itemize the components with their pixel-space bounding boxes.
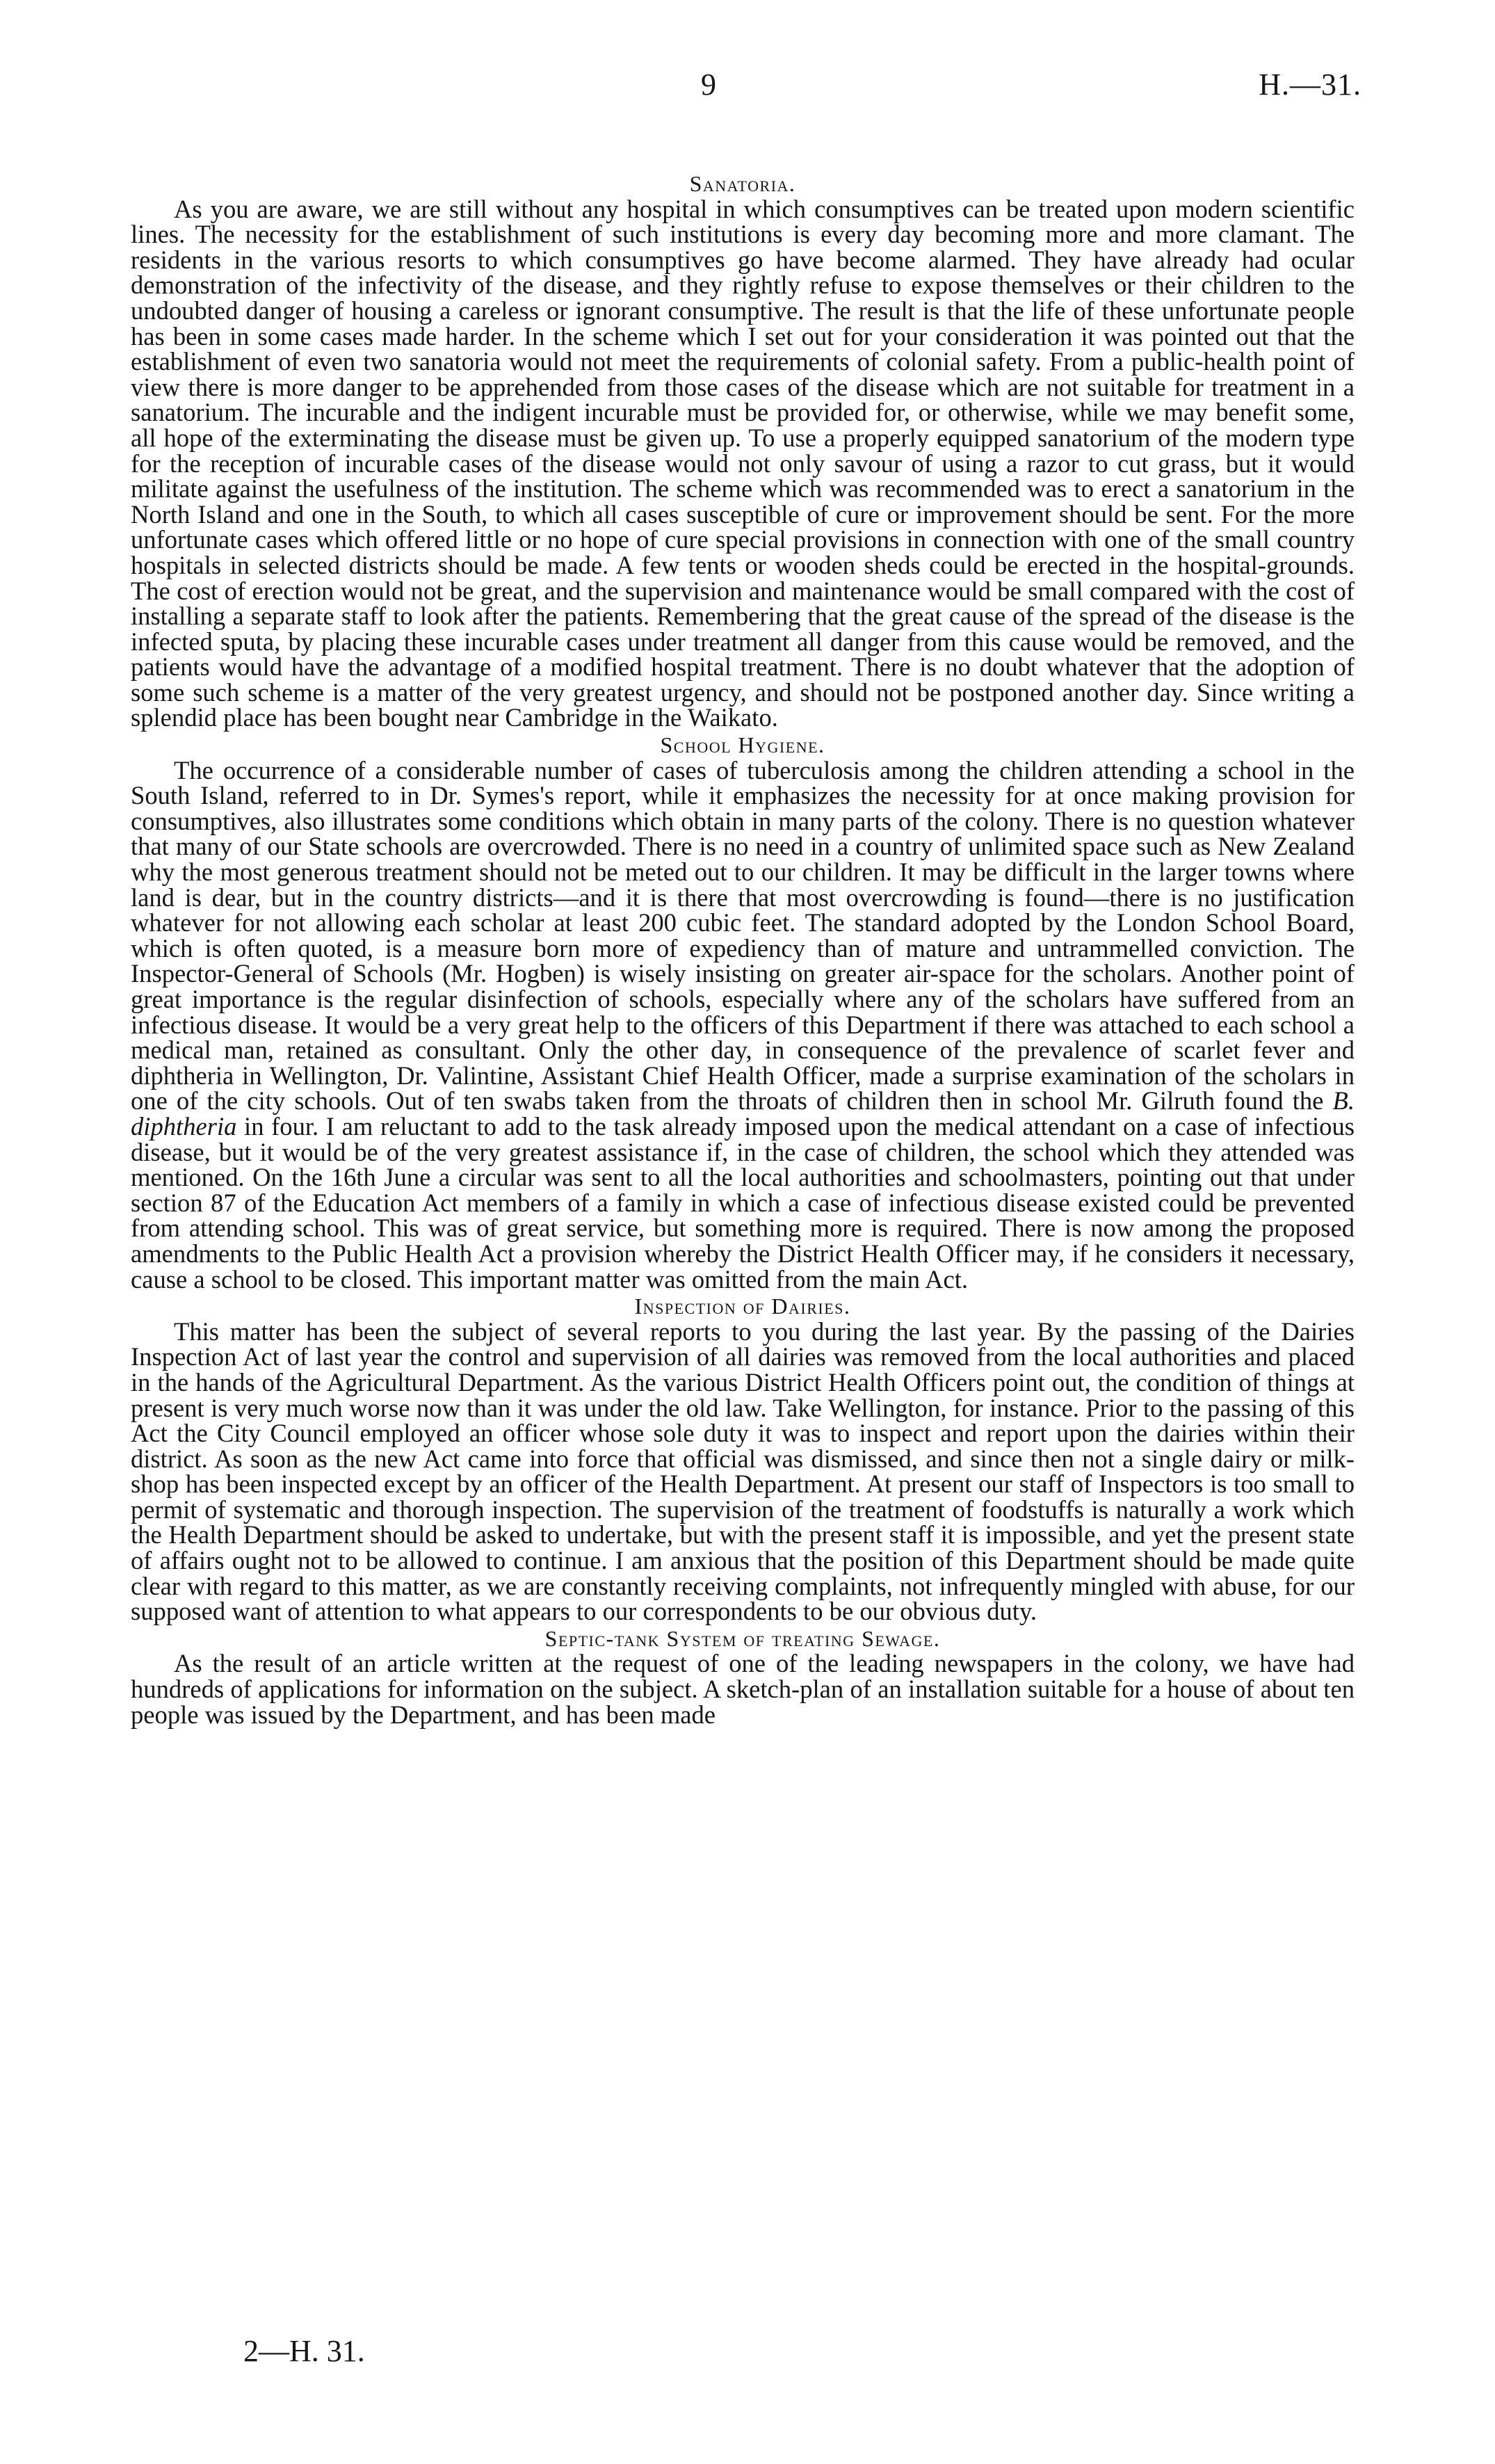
heading-inspection-of-dairies: Inspection of Dairies. — [634, 1294, 851, 1319]
document-body — [131, 171, 1355, 1728]
paragraph-text: The occurrence of a considerable number of cases of tuberculosis among the children attending a school in the South Island, referred to in Dr. Symes's report, while it emphasizes the necessity for at once making provision for consumptives, also illustrates some conditions which obtain in many parts of the colony. There is no question whatever that many of our State schools are overcrowded. There is no need in a country of unlimited space such as New Zealand why the most generous treatment should not be meted out to our children. It may be difficult in the larger towns where land is dear, but in the country districts—and it is there that most overcrowding is found—there is no justification whatever for not allowing each scholar at least 200 cubic feet. The standard adopted by the London School Board, which is often quoted, is a measure born more of expediency than of mature and untrammelled conviction. The Inspector-General of Schools (Mr. Hogben) is wisely insisting on greater air-space for the scholars. Another point of great importance is the regular disinfection of schools, especially where any of the scholars have suffered from an infectious disease. It would be a very great help to the officers of this Department if there was attached to each school a medical man, retained as consultant. Only the other day, in consequence of the prevalence of scarlet fever and diphtheria in Wellington, Dr. Valintine, Assistant Chief Health Officer, made a surprise examination of the scholars in one of the city schools. Out of ten swabs taken from the throats of children then in school Mr. Gilruth found the — [131, 755, 1355, 1116]
italic-organism-name: B. diphtheria — [131, 1086, 1355, 1141]
page-number: 9 — [701, 67, 716, 102]
paragraph-text: in four. I am reluctant to add to the task already imposed upon the medical attendant on a case of infectious disease, but it would be of the very greatest assistance if, in the case of children, the school which they attended was mentioned. On the 16th June a circular was sent to all the local authorities and schoolmasters, pointing out that under section 87 of the Education Act members of a family in which a case of infectious disease existed could be prevented from attending school. This was of great service, but something more is required. There is now among the proposed amendments to the Public Health Act a provision whereby the District Health Officer may, if he considers it necessary, cause a school to be closed. This important matter was omitted from the main Act. — [131, 1111, 1355, 1294]
paragraph-school-hygiene — [131, 755, 1355, 1294]
heading-sanatoria: Sanatoria. — [689, 171, 796, 196]
paragraph-septic-tank: As the result of an article written at the request of one of the leading newspapers in the colony, we have had hundreds of applications for information on the subject. A sketch-plan of an installation suitable for a house of about ten people was issued by the Department, and has been made — [131, 1649, 1355, 1729]
signature-mark: 2—H. 31. — [243, 2334, 365, 2368]
paragraph-inspection-of-dairies: This matter has been the subject of several reports to you during the last year. By the passing of the Dairies Inspection Act of last year the control and supervision of all dairies was removed from the local authorities and placed in the hands of the Agricultural Department. As the various District Health Officers point out, the condition of things at present is very much worse now than it was under the old law. Take Wellington, for instance. Prior to the passing of this Act the City Council employed an officer whose sole duty it was to inspect and report upon the dairies within their district. As soon as the new Act came into force that official was dismissed, and since then not a single dairy or milk-shop has been inspected except by an officer of the Health Department. At present our staff of Inspectors is too small to permit of systematic and thorough inspection. The supervision of the treatment of foodstuffs is naturally a work which the Health Department should be asked to undertake, but with the present staff it is impossible, and yet the present state of affairs ought not to be allowed to continue. I am anxious that the position of this Department should be made quite clear with regard to this matter, as we are constantly receiving complaints, not infrequently mingled with abuse, for our supposed want of attention to what appears to our correspondents to be our obvious duty. — [131, 1316, 1355, 1626]
heading-septic-tank: Septic-tank System of treating Sewage. — [544, 1625, 941, 1651]
document-reference: H.—31. — [1259, 67, 1361, 102]
paragraph-sanatoria: As you are aware, we are still without any hospital in which consumptives can be treated upon modern scientific lines. The necessity for the establishment of such institutions is every day becoming more and more clamant. The residents in the various resorts to which consumptives go have become alarmed. They have already had ocular demonstration of the infectivity of the disease, and they rightly refuse to expose themselves or their children to the undoubted danger of housing a careless or ignorant consumptive. The result is that the life of these unfortunate people has been in some cases made harder. In the scheme which I set out for your consideration it was pointed out that the establishment of even two sanatoria would not meet the requirements of colonial safety. From a public-health point of view there is more danger to be apprehended from those cases of the disease which are not suitable for treatment in a sanatorium. The incurable and the indigent incurable must be provided for, or otherwise, while we may benefit some, all hope of the exterminating the disease must be given up. To use a properly equipped sanatorium of the modern type for the reception of incurable cases of the disease would not only savour of using a razor to cut grass, but it would militate against the usefulness of the institution. The scheme which was recommended was to erect a sanatorium in the North Island and one in the South, to which all cases susceptible of cure or improvement should be sent. For the more unfortunate cases which offered little or no hope of cure special provisions in connection with one of the small country hospitals in selected districts should be made. A few tents or wooden sheds could be erected in the hospital-grounds. The cost of erection would not be great, and the supervision and maintenance would be small compared with the cost of installing a separate staff to look after the patients. Remembering that the great cause of the spread of the disease is the infected sputa, by placing these incurable cases under treatment all danger from this cause would be removed, and the patients would have the advantage of a modified hospital treatment. There is no doubt whatever that the adoption of some such scheme is a matter of the very greatest urgency, and should not be postponed another day. Since writing a splendid place has been bought near Cambridge in the Waikato. — [131, 194, 1355, 732]
heading-school-hygiene: School Hygiene. — [660, 732, 825, 758]
